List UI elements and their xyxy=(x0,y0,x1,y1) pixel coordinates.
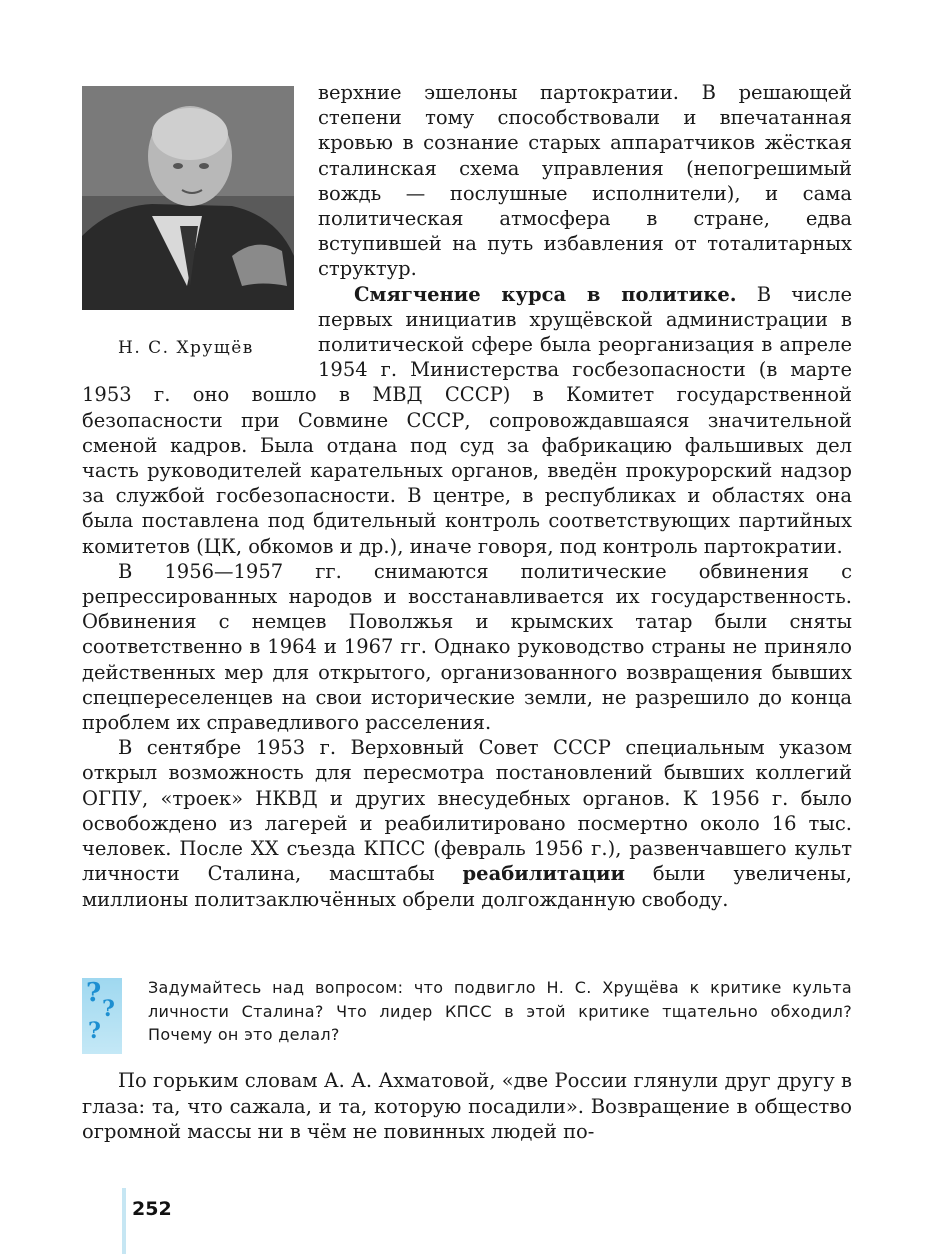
paragraph-2-body: В числе первых инициатив хрущёвской администрации в политической сфере была реорганизация в апреле 1954 г. Министерства госбезопасности (в марте 1953 г. оно вошло в МВД СССР) в Комитет государственной безопасности при Совмине СССР, сопровождавшаяся значительной сменой кадров. Была отдана под суд за фабрикацию фальшивых дел часть руководителей карательных органов, введён прокурорский надзор за службой госбезопасности. В центре, в республиках и областях она была поставлена под бдительный контроль соответствующих партийных комитетов (ЦК, обкомов и др.), иначе говоря, под контроль партократии. xyxy=(82,282,852,558)
section-heading: Смягчение курса в политике. xyxy=(354,282,737,306)
page-number-strip xyxy=(122,1188,126,1254)
page-number: 252 xyxy=(132,1198,172,1220)
term-rehabilitation: реабилитации xyxy=(462,862,625,886)
closing-text xyxy=(82,1068,852,1145)
paragraph-4 xyxy=(82,735,852,911)
paragraph-4-start: В сентябре 1953 г. Верховный Совет СССР специальным указом открыл возможность для пересмотра постановлений бывших коллегий ОГПУ, «троек» НКВД и других внесудебных органов. К 1956 г. было освобождено из лагерей и реабилитировано посмертно около 16 тыс. человек. После XX съезда КПСС (февраль 1956 г.), развенчавшего культ личности Сталина, масштабы xyxy=(82,736,852,886)
portrait-caption: Н. С. Хрущёв xyxy=(118,338,254,358)
paragraph-4-end: были увеличены, миллионы политзаключённых обрели долгожданную свободу. xyxy=(82,862,852,911)
paragraph-1: верхние эшелоны партократии. В решающей степени тому способствовали и впечатанная кровью в сознание старых аппаратчиков жёсткая сталинская схема управления (непогрешимый вождь — послушные исполнители), и сама политическая атмосфера в стране, едва вступившей на путь избавления от тоталитарных структур. xyxy=(318,81,852,281)
paragraph-3: В 1956—1957 гг. снимаются политические обвинения с репрессированных народов и восстанавливается их государственность. Обвинения с немцев Поволжья и крымских татар были сняты соответственно в 1964 и 1967 гг. Однако руководство страны не приняло действенных мер для открытого, организованного возвращения бывших спецпереселенцев на свои исторические земли, не разрешило до конца проблем их справедливого расселения. xyxy=(82,559,852,735)
question-box xyxy=(82,976,852,1047)
main-text xyxy=(82,80,852,912)
question-text: Задумайтесь над вопросом: что подвигло Н. С. Хрущёва к критике культа личности Сталина? Что лидер КПСС в этой критике тщательно обходил? Почему он это делал? xyxy=(148,978,852,1044)
question-marks-icon: ? ? ? xyxy=(82,978,122,1054)
closing-paragraph: По горьким словам А. А. Ахматовой, «две России глянули друг другу в глаза: та, что сажала, и та, которую посадили». Возвращение в общество огромной массы ни в чём не повинных людей по- xyxy=(82,1069,852,1143)
